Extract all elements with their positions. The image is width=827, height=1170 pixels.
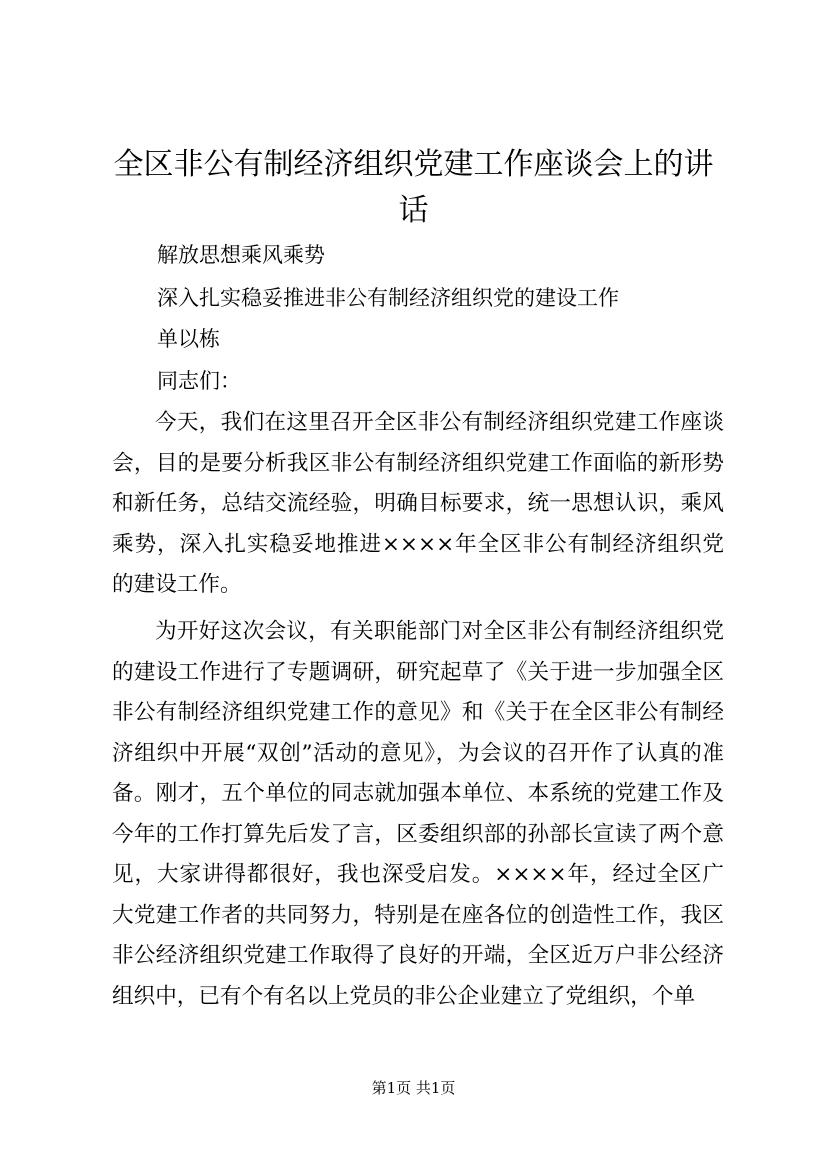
salutation: 同志们：	[157, 369, 241, 393]
subtitle-line-2: 深入扎实稳妥推进非公有制经济组织党的建设工作	[157, 286, 619, 310]
author-name: 单以栋	[157, 327, 220, 351]
subtitle-line-1: 解放思想乘风乘势	[157, 243, 325, 267]
paragraph-1: 今天，我们在这里召开全区非公有制经济组织党建工作座谈会，目的是要分析我区非公有制经济组织党建工作面临的新形势和新任务，总结交流经验，明确目标要求，统一思想认识，乘风乘势，深入扎实稳妥地推进××××年全区非公有制经济组织党的建设工作。	[112, 410, 724, 597]
page-footer: 第1页 共1页	[371, 1079, 456, 1097]
document-title: 全区非公有制经济组织党建工作座谈会上的讲话	[113, 147, 714, 228]
paragraph-2: 为开好这次会议，有关职能部门对全区非公有制经济组织党的建设工作进行了专题调研，研究起草了《关于进一步加强全区非公有制经济组织党建工作的意见》和《关于在全区非公有制经济组织中开展“双创”活动的意见》，为会议的召开作了认真的准备。刚才，五个单位的同志就加强本单位、本系统的党建工作及今年的工作打算先后发了言，区委组织部的孙部长宣读了两个意见，大家讲得都很好，我也深受启发。××××年，经过全区广大党建工作者的共同努力，特别是在座各位的创造性工作，我区非公经济组织党建工作取得了良好的开端，全区近万户非公经济组织中，已有个有名以上党员的非公企业建立了党组织，个单	[112, 619, 724, 1009]
